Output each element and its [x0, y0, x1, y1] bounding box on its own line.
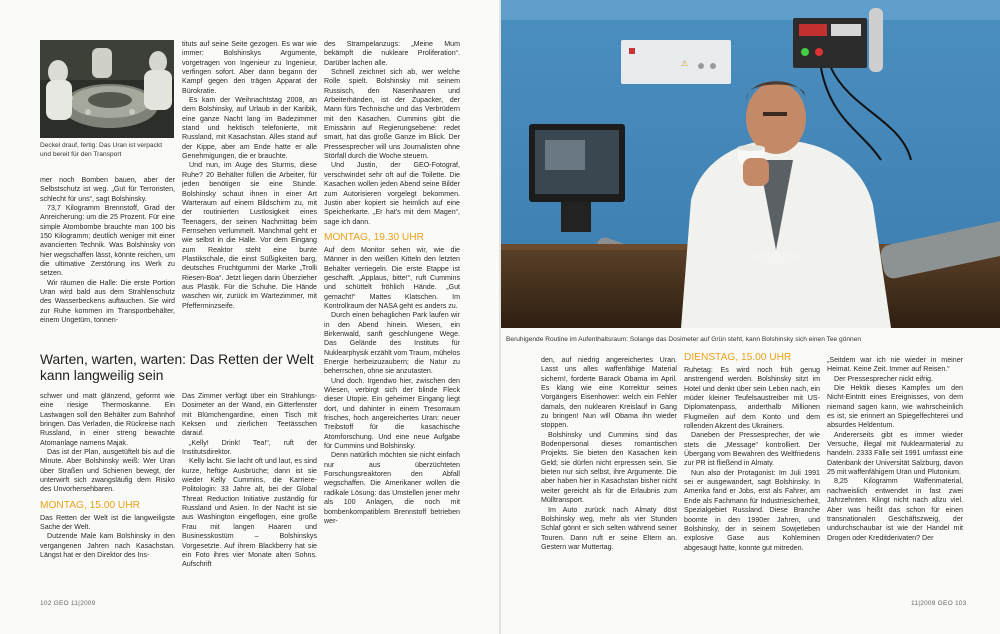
paragraph: Ruhetag: Es wird noch früh genug anstrengend werden. Bolshinsky sitzt im Hotel und denkt über sein Leben nach, ein müder kleiner Teufelsaustreiber mit US-Diplomatenpass, anderthalb Millionen Flugmeilen auf dem Konto und dem rollenden Akzent des Ukrainers. [684, 366, 820, 431]
paragraph: schwer und matt glänzend, geformt wie eine riesige Thermoskanne. Ein Lastwagen soll den Behälter zum Bahnhof bringen. Das Verladen, die Rückreise nach Russland, in einer streng bewachte Atomanlage namens Majak. [40, 392, 175, 447]
svg-text:⚠: ⚠ [681, 59, 689, 68]
paragraph: Das Retten der Welt ist die langweiligste Sache der Welt. [40, 513, 175, 532]
paragraph: Und Justin, der GEO-Fotograf, verschwindet sehr oft auf die Toilette. Die Kasachen wollen jeden Abend seine Bilder zum Autorisieren vorgelegt bekommen. Justin aber kopiert sie heimlich auf eine Speicherkarte. „Er hat's mit dem Magen“, sage ich dann. [324, 161, 460, 226]
photo-caption: Beruhigende Routine im Aufenthaltsraum: Solange das Dosimeter auf Grün steht, kann Bolshinsky sich einen Tee gönnen [506, 336, 862, 343]
left-page [0, 0, 499, 634]
column-right-1 [541, 356, 677, 586]
paragraph: 8,25 Kilogramm Waffenmaterial, nachweislich entwendet in fast zwei Jahrzehnten. Klingt nicht nach allzu viel. Aber was heißt das schon für einen transnationalen Geschäftszweig, der undurchschaubar ist wie der Handel mit Drogen oder Kreditderivaten? Der [827, 477, 963, 542]
paragraph: Das ist der Plan, ausgetüftelt bis auf die Minute. Aber Bolshinsky weiß: Wer Uran über Straßen und Schienen bewegt, der unterwirft sich zwangsläufig dem Risiko des Unvorhersehbaren. [40, 448, 175, 494]
paragraph: Durch einen behaglichen Park laufen wir in den Abend hinein. Wiesen, ein Birkenwald, sanft geschlungene Wege. Das Gelände des Instituts für Nuklearphysik erzählt vom Traum, mühelos Energie herbeizuzaubern; die Natur zu beherrschen, ohne sie anzutasten. [324, 311, 460, 376]
uran-container-photo [40, 40, 174, 138]
man-drinking-tea-illustration [501, 0, 1000, 328]
column-right-2 [684, 352, 820, 586]
photo-caption: Deckel drauf, fertig: Das Uran ist verpackt und bereit für den Transport [40, 142, 163, 158]
paragraph: Auf dem Monitor sehen wir, wie die Männer in den weißen Kitteln den letzten Behälter verriegeln. Die erste Etappe ist geschafft. „Applaus, bitte!“, ruft Cummins und schüttelt fröhlich Hände. „Gut gemacht!“ Mattes Klatschen. Im Kontrollraum der NASA geht es anders zu. [324, 245, 460, 310]
page-number-right: 11|2009 GEO 103 [911, 600, 967, 607]
paragraph: „Seitdem war ich nie wieder in meiner Heimat. Keine Zeit. Immer auf Reisen.“ [827, 356, 963, 374]
paragraph: „Kelly! Drink! Tea!“, ruft der Institutsdirektor. [182, 438, 317, 457]
column-right-3 [827, 356, 963, 586]
column-left-2-bottom [182, 392, 317, 588]
paragraph: Andererseits gibt es immer wieder Versuche, illegal mit Nuklearmaterial zu handeln. 2333 Fälle seit 1991 umfasst eine Datenbank der Universität Salzburg, davon 25 mit waffenfähigem Uran und Plutonium. [827, 430, 963, 477]
workers-photo-illustration [40, 40, 174, 138]
article-headline: Warten, warten, warten: Das Retten der Welt kann langweilig sein [40, 352, 314, 383]
tea-break-photo [501, 0, 1000, 328]
paragraph: des Strampelanzugs: „Meine Mum bekämpft die nukleare Proliferation“. Darüber lachen alle. [324, 40, 460, 67]
paragraph: Das Zimmer verfügt über ein Strahlungs-Dosimeter an der Wand, ein Gitterfenster mit Blümchengardine, einen Tisch mit Keksen und zierlichen Teetässchen darauf. [182, 392, 317, 438]
paragraph: Und doch. Irgendwo hier, zwischen den Wiesen, verbirgt sich der blinde Fleck dieser Utopie. Ein geheimer Eingang liegt dort, und dahinter in einem Tresorraum frisches, hoch angereichertes Uran: neuer Treibstoff für die kasachische Atomforschung. Und eine neue Aufgabe für Cummins und Bolshinsky. [324, 376, 460, 451]
paragraph: Kelly lacht. Sie lacht oft und laut, es sind kurze, heftige Ausbrüche; dann ist sie wieder Kelly Cummins, die Karriere-Politologin: 33 Jahre alt, bei der Global Threat Reduction Initiative zuständig für Russland und Asien. In der Nacht ist sie aus Washington eingeflogen, eine große Frau mit langen Haaren und Businesskostüm – Bolshinskys Vorgesetzte. Auf ihrem Blackberry hat sie ein Foto ihres vier Monate alten Sohns. Aufschrift [182, 457, 317, 569]
paragraph: Der Pressesprecher nickt eifrig. [834, 374, 933, 383]
column-left-2-top [182, 40, 317, 347]
paragraph: Nun also der Protagonist: Im Juli 1991 sei er ausgewandert, sagt Bolshinsky. In Amerika fand er Jobs, erst als Fahrer, am Ende als Fachmann für Industriesicherheit, Spezialgebiet Russland. Diese Branche boomte in den 1990er Jahren, und Bolshinsky, der in seinem Sowjetleben explosive Gase aus Kohleminen abgesaugt hatte, konnte gut mitreden. [684, 468, 820, 552]
paragraph: Und nun, im Auge des Sturms, diese Ruhe? 20 Behälter füllen die Arbeiter, für jeden benötigen sie eine Stunde. Bolshinsky schaut ihnen in einer Art Warteraum auf einem Bildschirm zu, mit der routinierten Lustlosigkeit eines Teenagers, der seinen Nachmittag beim Fernsehen verlummelt. Manchmal geht er wie selbst in die Halle. Vor dem Eingang zum Reaktor steht eine bunte Plastikschale, die einst Süßigkeiten barg, deutsches Fruchtgummi der Marke „Trolli Riesen-Boa“. Jetzt liegen darin Überzieher aus Plastik. Für die Schuhe. Die Hände waschen wir, zurück im Wartezimmer, mit Pfefferminzseife. [182, 161, 317, 310]
column-left-1-bottom [40, 392, 175, 588]
right-page [501, 0, 1000, 634]
paragraph: Schnell zeichnet sich ab, wer welche Rolle spielt. Bolshinsky mit seinem Russisch, den Nasenhaaren und Arbeiterhänden, ist der Zupacker, der Mann fürs Technische und das Verbrüdern mit den Kasachen. Cummins gibt die Emissärin auf Regierungsebene: redet smart, hat das große Ganze im Blick. Der Pressesprecher will uns Journalisten ohne Störfall durch die Woche steuern. [324, 68, 460, 161]
paragraph: den, auf niedrig angereichertes Uran. Lasst uns alles waffenfähige Material sichern!, forderte Barack Obama im April. Es klang wie eine Korrektur seines Vorgängers Eisenhower: welch ein Fehler damals, den nuklearen Kreislauf in Gang zu bringen! Nun will Obama ihn wieder stoppen. [541, 356, 677, 430]
paragraph: Bolshinsky und Cummins sind das Bodenpersonal dieses romantischen Projekts. Sie bieten den Kasachen kein Geld; sie dürfen nicht erpressen sein. Sie bieten nur sich selbst, ihre Argumente. Die aber haben hier in Kasachstan bisher nicht weiter gereicht als für die Erlaubnis zum Mülltransport. [541, 430, 677, 505]
paragraph: Es kam der Weihnachtstag 2008, an dem Bolshinsky, auf Urlaub in der Karibik, eine ganze Nacht lang im Badezimmer stand und hektisch telefonierte, mit Russland, mit Kasachstan. Alles stand auf der Kippe, aber am Ende hatte er alle Genehmigungen, die er brauchte. [182, 96, 317, 161]
paragraph: tituts auf seine Seite gezogen. Es war wie immer: Bolshinskys Argumente, vorgetragen von Ingenieur zu Ingenieur, verfingen sofort. Aber dann begann der Kampf gegen den trägen Apparat der Bürokratie. [182, 40, 317, 95]
column-left-1-top [40, 176, 175, 347]
paragraph: 73,7 Kilogramm Brennstoff, Grad der Anreicherung: um die 25 Prozent. Für eine simple Atombombe brauchte man 100 bis 150 Kilogramm; deutlich weniger mit einer avancierten Technik. Was Bolshinsky von hier wegschaffen lässt, könnte reichen, um die ultimative Zerstörung ins Werk zu setzen. [40, 204, 175, 278]
column-left-3 [324, 40, 460, 588]
paragraph: Wir räumen die Halle: Die erste Portion Uran wird bald aus dem Strahlenschutz des Wasserbeckens auftauchen. Sie wird zur Ruhe kommen im Transportbehälter, einem Ungetüm, tonnen- [40, 278, 175, 325]
paragraph: Dutzende Male kam Bolshinsky in den vergangenen Jahren nach Kasachstan. Längst hat er den Direktor des Ins- [40, 532, 175, 560]
page-number-left: 102 GEO 11|2009 [40, 600, 96, 607]
section-subhead: MONTAG, 15.00 UHR [40, 499, 141, 511]
paragraph: mer noch Bomben bauen, aber der Selbstschutz ist weg. „Gut für Terroristen, schlecht für uns“, sagt Bolshinsky. [40, 176, 175, 203]
paragraph: Denn natürlich möchten sie nicht einfach nur aus überzüchteten Forschungsreaktoren den Abfall wegschaffen. Die Amerikaner wollen die radikale Lösung: das Umstellen jener mehr als 100 Anlagen, die noch mit bombenkompatiblem Brennstoff betrieben wer- [324, 451, 460, 525]
paragraph: Daneben der Pressesprecher, der wie stets die „Message“ kontrolliert. Der Übergang vom Bewahren des Weltfriedens zur PR ist fließend in Almaty. [684, 431, 820, 468]
paragraph: Die Hektik dieses Kampfes um den Nicht-Eintritt eines Ereignisses, von dem niemand sagen kann, wie wahrscheinlich es ist, sie erinnert an Spiegelfechterei und absurdes Heldentum. [827, 384, 963, 430]
section-subhead: DIENSTAG, 15.00 UHR [684, 352, 792, 363]
paragraph: Im Auto zurück nach Almaty döst Bolshinsky weg, mehr als vier Stunden Schlaf gönnt er sich selten während seiner Touren. Dann ruft er seine Eltern an. Gestern war Muttertag. [541, 505, 677, 551]
section-subhead: MONTAG, 19.30 UHR [324, 231, 425, 243]
